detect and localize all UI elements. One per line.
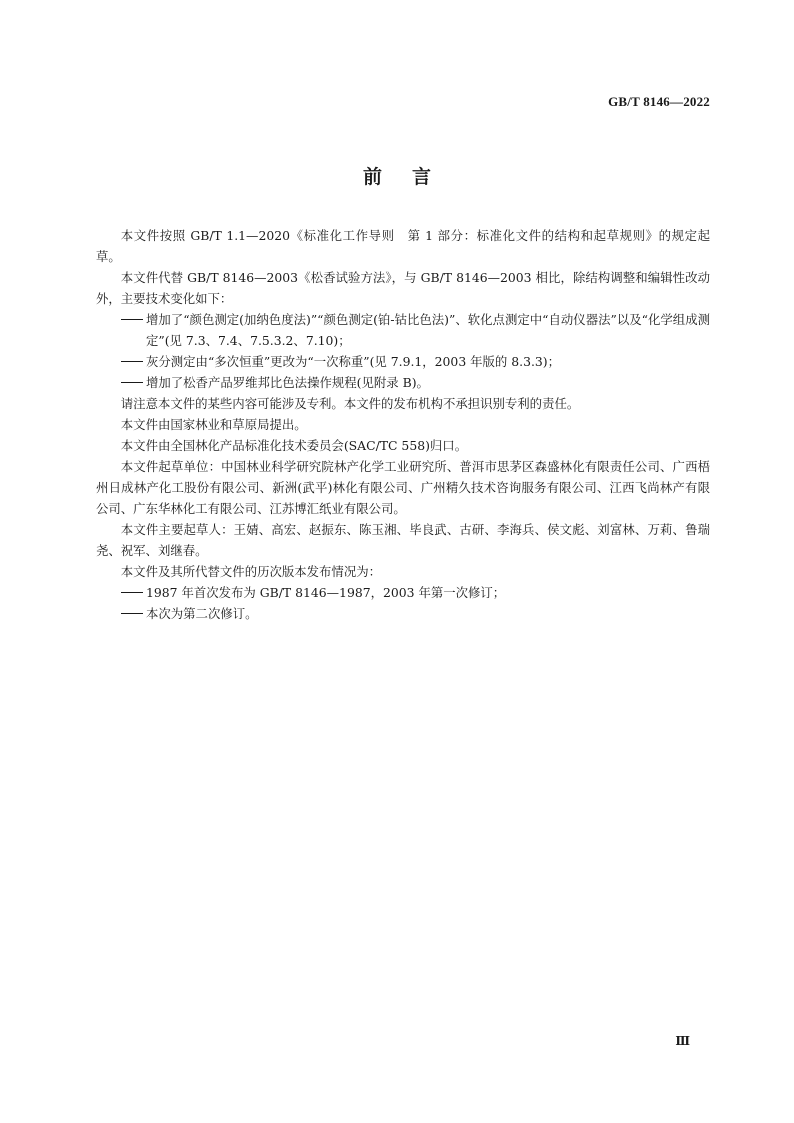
list-item-history-1 [96, 582, 710, 603]
standard-code: GB/T 8146—2022 [608, 94, 710, 109]
paragraph-history-intro: 本文件及其所代替文件的历次版本发布情况为： [120, 564, 381, 579]
list-item-text: 灰分测定由“多次恒重”更改为“一次称重”(见 7.9.1，2003 年版的 8.3.3)； [146, 354, 561, 369]
page-title: 前言 [362, 166, 461, 188]
paragraph-replacement-note: 本文件代替 GB/T 8146—2003《松香试验方法》，与 GB/T 8146—2003 相比，除结构调整和编辑性改动外，主要技术变化如下： [96, 270, 710, 306]
list-item-change-3 [96, 372, 710, 393]
list-item-change-1 [96, 309, 710, 351]
dash-mark [121, 603, 146, 624]
list-item-text: 本次为第二次修订。 [146, 606, 258, 621]
paragraph-patent-notice: 请注意本文件的某些内容可能涉及专利。本文件的发布机构不承担识别专利的责任。 [120, 396, 580, 411]
paragraph-committee: 本文件由全国林化产品标准化技术委员会(SAC/TC 558)归口。 [120, 438, 468, 453]
dash-mark [121, 309, 146, 330]
dash-mark [121, 582, 146, 603]
list-item-text: 增加了“颜色测定(加纳色度法)”“颜色测定(铂-钴比色法)”、软化点测定中“自动仪器法”以及“化学组成测定”(见 7.3、7.4、7.5.3.2、7.10)； [146, 312, 710, 348]
list-item-text: 增加了松香产品罗维邦比色法操作规程(见附录 B)。 [146, 375, 429, 390]
list-item-change-2 [96, 351, 710, 372]
paragraph-proposer: 本文件由国家林业和草原局提出。 [120, 417, 307, 432]
dash-mark [121, 372, 146, 393]
list-item-history-2 [96, 603, 710, 624]
dash-mark [121, 351, 146, 372]
paragraph-drafters: 本文件主要起草人：王婧、高宏、赵振东、陈玉湘、毕良武、古研、李海兵、侯文彪、刘富林、万莉、鲁瑞尧、祝军、刘继春。 [96, 522, 710, 558]
document-body [96, 225, 710, 624]
paragraph-drafting-units: 本文件起草单位：中国林业科学研究院林产化学工业研究所、普洱市思茅区森盛林化有限责任公司、广西梧州日成林产化工股份有限公司、新洲(武平)林化有限公司、广州精久技术咨询服务有限公司、江西飞尚林产有限公司、广东华林化工有限公司、江苏博汇纸业有限公司。 [96, 459, 710, 516]
page-number: Ⅲ [675, 1034, 690, 1048]
paragraph-drafting-basis: 本文件按照 GB/T 1.1—2020《标准化工作导则 第 1 部分：标准化文件的结构和起草规则》的规定起草。 [96, 228, 710, 264]
list-item-text: 1987 年首次发布为 GB/T 8146—1987，2003 年第一次修订； [146, 585, 506, 600]
